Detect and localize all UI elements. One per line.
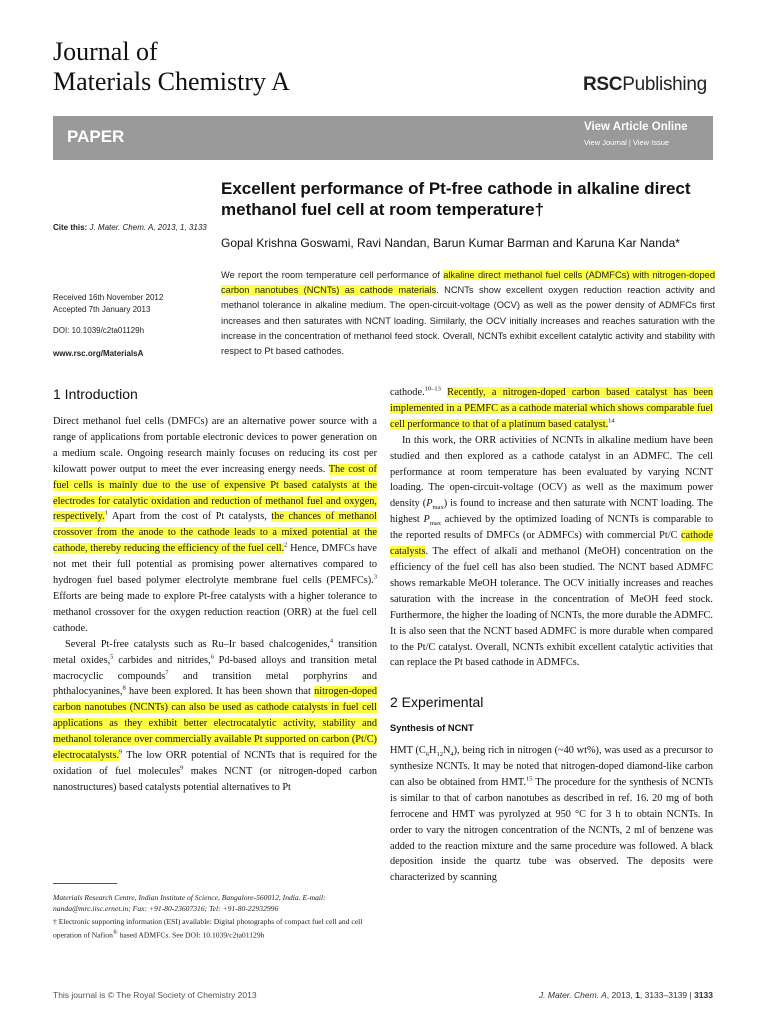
- highlight: nitrogen-doped carbon nanotubes (NCNTs) can also be used as cathode catalysts in fuel cell applications as they exhibit better electrocatalytic activity, stability and methanol tolerance over commercially available Pt supported on carbon (Pt/C) electrocatalysts.: [53, 686, 377, 762]
- citation: [53, 222, 213, 233]
- link-separator: |: [626, 138, 633, 147]
- citation-ref[interactable]: 10–13: [424, 385, 441, 393]
- journal-title-line2: Materials Chemistry A: [53, 67, 290, 96]
- citation-ref[interactable]: 2: [284, 541, 288, 549]
- cite-text: J. Mater. Chem. A, 2013, 1, 3133: [89, 223, 207, 232]
- abstract-highlight: alkaline direct methanol fuel cells (ADMFCs) with nitrogen-doped carbon nanotubes (NCNTs) as cathode materials: [221, 270, 715, 296]
- article-title: Excellent performance of Pt-free cathode in alkaline direct methanol fuel cell at room temperature†: [221, 179, 691, 219]
- abstract-text: . NCNTs show excellent oxygen reduction reaction activity and methanol tolerance in alkaline medium. The open-circuit-voltage (OCV) as well as the power density of ADMFCs first increases and then saturates with NCNT loading. Similarly, the OCV initially increases and reaches saturation with the increase in the concentration of methanol feed stock. Overall, NCNTs exhibit excellent catalytic activity and stability with respect to Pt based cathodes.: [221, 285, 715, 357]
- view-article-online-link[interactable]: View Article Online: [584, 121, 688, 133]
- footnotes: [53, 892, 377, 943]
- citation-ref[interactable]: 15: [525, 775, 533, 783]
- citation-ref[interactable]: 3: [373, 573, 377, 581]
- citation-ref[interactable]: 7: [165, 669, 169, 677]
- page-number: 3133: [694, 990, 713, 1000]
- article-type-label: PAPER: [67, 127, 125, 146]
- paragraph: In this work, the ORR activities of NCNTs in alkaline medium have been studied and then explored as a cathode catalyst in an ADMFC. The cell performance at room temperature has been evaluated by varying NCNT loading. The open-circuit-voltage (OCV) as well as the maximum power density $(P_{max})$ is found to increase and then saturate with NCNT loading. The highest $P_{max}$ achieved by the optimized loading of NCNTs is comparable to the reported results of DMFCs (or ADMFCs) with commercial Pt/C cathode catalysts. The effect of alkali and methanol (MeOH) concentration on the efficiency of the fuel cell has also been studied. The NCNT based ADMFC shows remarkable MeOH tolerance. The OCV initially increases and reaches saturation with the increase in the concentration of MeOH feed stock. Furthermore, the higher the loading of NCNTs, the more durable the ADMFC. It is also seen that the NCNT based ADMFC is more durable when compared to the Pt/C catalyst. Overall, NCNTs exhibit excellent catalytic activities that can replace the Pt based cathode in ADMFCs.: [390, 434, 714, 669]
- esi-footnote: † Electronic supporting information (ESI) available: Digital photographs of compact fuel cell and cell operation of Nafion® based ADMFCs. See DOI: 10.1039/c2ta01129h: [53, 917, 363, 940]
- highlight: cathode catalysts: [390, 530, 713, 558]
- doi[interactable]: DOI: 10.1039/c2ta01129h: [53, 326, 145, 335]
- abstract: [221, 268, 715, 359]
- affiliation-footnote: Materials Research Centre, Indian Institute of Science, Bangalore-560012, India. E-mail: nanda@mrc.iisc.ernet.in; Fax: +91-80-23607316; Tel: +91-80-22932996: [53, 893, 326, 913]
- view-links: [584, 138, 669, 147]
- publisher-logo-bold: RSC: [583, 74, 623, 95]
- paragraph: Several Pt-free catalysts such as Ru–Ir based chalcogenides,$^4$ transition metal oxides,$^5$ carbides and nitrides,$^6$ Pd-based alloys and transition metal macrocyclic compounds$^7$ and transition metal porphyrins and phthalocyanines,$^8$ have been explored. It has been shown that nitrogen-doped carbon nanotubes (NCNTs) can also be used as cathode catalysts in fuel cell applications as they exhibit better electrocatalytic activity, stability and methanol tolerance over commercially available Pt supported on carbon (Pt/C) electrocatalysts.$^9$ The low ORR potential of NCNTs that is required for the oxidation of fuel molecules$^9$ makes NCNT (or nitrogen-doped carbon nanostructures) based catalysts potential alternatives to Pt: [53, 637, 377, 793]
- paragraph: cathode.$^{10-13}$ Recently, a nitrogen-doped carbon based catalyst has been implemented in a PEMFC as a cathode material which shows comparable fuel cell performance to that of a platinum based catalyst.$^{14}$: [390, 385, 713, 430]
- highlight: The cost of fuel cells is mainly due to the use of expensive Pt based catalysts at the electrodes for catalytic oxidation and reduction of methanol fuel and oxygen, respectively.: [53, 463, 377, 523]
- section-heading-experimental: 2 Experimental: [390, 694, 484, 711]
- citation-ref[interactable]: 6: [210, 653, 214, 661]
- citation-ref[interactable]: 9: [180, 764, 184, 772]
- citation-ref[interactable]: 4: [329, 637, 334, 645]
- highlight: Recently, a nitrogen-doped carbon based catalyst has been implemented in a PEMFC as a cathode material which shows comparable fuel cell performance to that of a platinum based catalyst.: [390, 387, 713, 430]
- highlight: the chances of methanol crossover from the anode to the cathode leads to a mixed potential at the cathode, thereby reducing the efficiency of the fuel cell.: [53, 511, 377, 555]
- footnote-rule: [53, 883, 117, 884]
- journal-title-line1: Journal of: [53, 37, 158, 66]
- citation-ref[interactable]: 1: [104, 510, 108, 518]
- cite-label: Cite this:: [53, 223, 88, 232]
- section-heading-introduction: 1 Introduction: [53, 386, 138, 402]
- view-issue-link[interactable]: View Issue: [632, 138, 670, 147]
- copyright-footer: This journal is © The Royal Society of Chemistry 2013: [53, 990, 257, 1000]
- citation-ref[interactable]: 8: [122, 684, 126, 692]
- publisher-logo-rest: Publishing: [622, 74, 707, 95]
- journal-title: [53, 37, 290, 97]
- author-list: Gopal Krishna Goswami, Ravi Nandan, Barun Kumar Barman and Karuna Kar Nanda*: [221, 236, 680, 250]
- journal-url[interactable]: www.rsc.org/MaterialsA: [53, 349, 144, 358]
- view-journal-link[interactable]: View Journal: [584, 138, 627, 147]
- paragraph: Direct methanol fuel cells (DMFCs) are an alternative power source with a range of applications from portable electronic devices to power generation on a medium scale. Ongoing research mainly focuses on reducing its cost per kilowatt power output to meet the ever increasing energy needs. The cost of fuel cells is mainly due to the use of expensive Pt based catalysts at the electrodes for catalytic oxidation and reduction of methanol fuel and oxygen, respectively.$^1$ Apart from the cost of Pt catalysts, the chances of methanol crossover from the anode to the cathode leads to a mixed potential at the cathode, thereby reducing the efficiency of the fuel cell.$^2$ Hence, DMFCs have not met their full potential as promising power alternatives compared to hydrogen fuel based polymer electrolyte membrane fuel cells (PEMFCs).$^3$ Efforts are being made to explore Pt-free catalysts with a higher tolerance to methanol crossover for the oxygen reduction reaction (ORR) at the fuel cell cathode.: [53, 416, 377, 634]
- citation-ref[interactable]: 9: [119, 748, 123, 756]
- accepted-date: Accepted 7th January 2013: [53, 305, 151, 314]
- abstract-text: We report the room temperature cell performance of: [221, 270, 444, 280]
- received-date: Received 16th November 2012: [53, 293, 164, 302]
- citation-ref[interactable]: 14: [608, 417, 615, 425]
- subsection-heading: Synthesis of NCNT: [390, 723, 474, 734]
- body-column-right: [390, 385, 713, 886]
- paragraph: HMT $(C_6H_{12}N_4)$, being rich in nitrogen (~40 wt%), was used as a precursor to synthesize NCNTs. It may be noted that nitrogen-doped diamond-like carbon can also be obtained from HMT.$^{15}$ The procedure for the synthesis of NCNTs is similar to that of carbon nanotubes as described in ref. 16. 20 mg of both ferrocene and HMT was pyrolyzed at 950 °C for 3 h to obtain NCNTs. In order to vary the nitrogen concentration of the NCNTs, 2 ml of benzene was added to the reaction mixture and the same procedure was followed. A black deposition inside the quartz tube was observed. The deposits were characterized by scanning: [390, 745, 713, 884]
- page-citation-footer: J. Mater. Chem. A, 2013, 1, 3133–3139 | 3133: [538, 990, 713, 1000]
- publisher-logo: [583, 74, 707, 96]
- body-column-left: [53, 414, 377, 796]
- citation-ref[interactable]: 5: [110, 653, 114, 661]
